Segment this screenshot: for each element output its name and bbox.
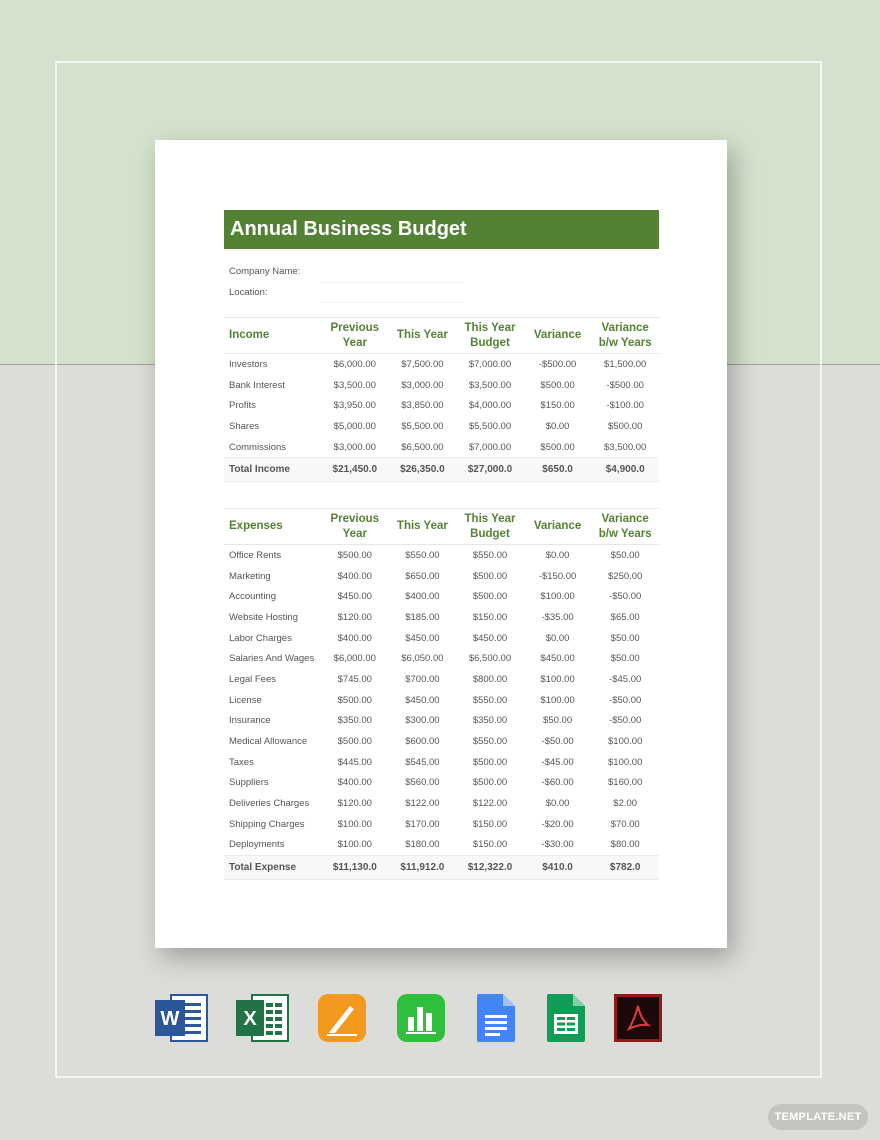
table-cell: $65.00 [610, 611, 640, 623]
table-cell: $550.00 [472, 549, 508, 561]
table-cell: -$50.00 [609, 694, 642, 706]
row-label: Office Rents [229, 549, 282, 561]
table-row [224, 416, 659, 437]
table-cell: -$35.00 [541, 611, 574, 623]
table-cell: $500.00 [337, 736, 372, 748]
table-cell: $50.00 [610, 653, 640, 665]
table-cell: $150.00 [472, 611, 508, 623]
column-header: Previous Year [321, 318, 389, 354]
row-label: Medical Allowance [229, 736, 308, 748]
income-header: Income [224, 318, 321, 354]
income-total-row [224, 458, 659, 482]
table-cell: $500.00 [337, 549, 372, 561]
total-cell: $11,912.0 [389, 856, 457, 880]
row-label: Commissions [229, 441, 287, 453]
table-cell: $400.00 [337, 632, 372, 644]
table-cell: $70.00 [610, 818, 640, 830]
table-cell: $450.00 [405, 694, 440, 706]
company-name-field-line [321, 282, 463, 283]
table-cell: $500.00 [472, 756, 508, 768]
table-cell: -$20.00 [541, 818, 574, 830]
svg-text:W: W [160, 1008, 180, 1030]
column-header: Variance b/w Years [591, 318, 659, 354]
table-cell: $7,000.00 [468, 358, 512, 370]
income-table [224, 317, 659, 482]
table-cell: $150.00 [472, 839, 508, 851]
total-label: Total Expense [224, 856, 321, 880]
table-cell: $100.00 [540, 591, 575, 603]
table-row [224, 711, 659, 732]
row-label: Labor Charges [229, 632, 292, 644]
table-cell: $450.00 [337, 591, 372, 603]
table-row [224, 773, 659, 794]
total-cell: $4,900.0 [591, 458, 659, 482]
company-name-label: Company Name: [229, 266, 301, 277]
table-cell: $500.00 [472, 591, 508, 603]
table-row [224, 395, 659, 416]
budget-document [155, 140, 727, 948]
table-cell: $122.00 [405, 798, 440, 810]
table-cell: $500.00 [472, 777, 508, 789]
numbers-icon[interactable] [396, 993, 448, 1043]
table-cell: $120.00 [337, 798, 372, 810]
table-row [224, 752, 659, 773]
word-icon[interactable] [155, 993, 207, 1043]
google-docs-icon[interactable] [475, 993, 527, 1043]
table-row [224, 648, 659, 669]
table-row [224, 731, 659, 752]
table-cell: $100.00 [337, 818, 372, 830]
table-cell: -$50.00 [541, 736, 574, 748]
table-row [224, 690, 659, 711]
format-icons-row [0, 993, 880, 1045]
table-cell: $150.00 [540, 400, 575, 412]
total-cell: $782.0 [591, 856, 659, 880]
row-label: Suppliers [229, 777, 269, 789]
table-cell: $6,050.00 [401, 653, 444, 665]
expenses-total-row [224, 856, 659, 880]
table-cell: $700.00 [405, 673, 440, 685]
table-cell: $600.00 [405, 736, 440, 748]
table-cell: $650.00 [405, 570, 440, 582]
google-sheets-icon[interactable] [545, 993, 597, 1043]
table-cell: $7,000.00 [468, 441, 512, 453]
table-row [224, 607, 659, 628]
row-label: Insurance [229, 715, 271, 727]
table-cell: $400.00 [337, 570, 372, 582]
table-cell: $170.00 [405, 818, 440, 830]
column-header: This Year Budget [456, 509, 524, 545]
table-row [224, 835, 659, 856]
table-cell: -$50.00 [609, 715, 642, 727]
table-cell: -$45.00 [541, 756, 574, 768]
table-row [224, 354, 659, 375]
document-title: Annual Business Budget [224, 210, 659, 249]
expenses-header: Expenses [224, 509, 321, 545]
table-cell: $5,500.00 [468, 420, 512, 432]
table-cell: $0.00 [545, 798, 570, 810]
table-cell: $4,000.00 [468, 400, 512, 412]
table-cell: $1,500.00 [604, 358, 647, 370]
table-cell: $100.00 [540, 694, 575, 706]
table-cell: $745.00 [337, 673, 372, 685]
table-cell: $3,850.00 [401, 400, 444, 412]
table-cell: $450.00 [540, 653, 575, 665]
table-cell: $400.00 [337, 777, 372, 789]
pages-icon[interactable] [317, 993, 369, 1043]
row-label: Accounting [229, 591, 277, 603]
table-cell: $350.00 [472, 715, 508, 727]
table-cell: $0.00 [545, 632, 570, 644]
table-cell: $185.00 [405, 611, 440, 623]
table-row [224, 586, 659, 607]
column-header: Variance [524, 318, 592, 354]
table-row [224, 437, 659, 458]
table-cell: $50.00 [610, 549, 640, 561]
column-header: Variance b/w Years [591, 509, 659, 545]
table-cell: $6,500.00 [468, 653, 512, 665]
row-label: Legal Fees [229, 673, 277, 685]
table-row [224, 375, 659, 396]
location-label: Location: [229, 287, 268, 298]
table-cell: $3,950.00 [333, 400, 376, 412]
table-cell: $800.00 [472, 673, 508, 685]
row-label: Salaries And Wages [229, 653, 315, 665]
row-label: Shares [229, 420, 260, 432]
column-header: This Year Budget [456, 318, 524, 354]
table-cell: $5,000.00 [333, 420, 376, 432]
table-cell: $3,500.00 [333, 379, 376, 391]
excel-icon[interactable] [236, 993, 288, 1043]
column-header: This Year [389, 318, 457, 354]
total-cell: $26,350.0 [389, 458, 457, 482]
table-cell: -$100.00 [606, 400, 644, 412]
column-header: This Year [389, 509, 457, 545]
row-label: Taxes [229, 756, 254, 768]
table-row [224, 814, 659, 835]
table-cell: $150.00 [472, 818, 508, 830]
table-cell: -$50.00 [609, 591, 642, 603]
location-field-line [321, 302, 463, 303]
table-cell: -$500.00 [606, 379, 644, 391]
total-cell: $650.0 [524, 458, 592, 482]
table-cell: $3,000.00 [401, 379, 444, 391]
table-cell: $300.00 [405, 715, 440, 727]
table-cell: $100.00 [608, 756, 643, 768]
table-cell: $400.00 [405, 591, 440, 603]
row-label: Profits [229, 400, 256, 412]
table-cell: $550.00 [405, 549, 440, 561]
table-cell: $450.00 [472, 632, 508, 644]
table-cell: $560.00 [405, 777, 440, 789]
table-row [224, 793, 659, 814]
row-label: Marketing [229, 570, 271, 582]
template-net-watermark[interactable]: TEMPLATE.NET [768, 1104, 868, 1130]
table-cell: $6,000.00 [333, 653, 376, 665]
row-label: Bank Interest [229, 379, 285, 391]
table-cell: $6,000.00 [333, 358, 376, 370]
table-cell: $450.00 [405, 632, 440, 644]
expenses-header-row [224, 509, 659, 545]
table-cell: $500.00 [472, 570, 508, 582]
table-cell: $500.00 [540, 441, 575, 453]
table-cell: $100.00 [608, 736, 643, 748]
table-cell: $0.00 [545, 420, 570, 432]
table-cell: -$500.00 [538, 358, 577, 370]
table-cell: $3,000.00 [333, 441, 376, 453]
table-cell: $0.00 [545, 549, 570, 561]
income-header-row [224, 318, 659, 354]
row-label: Deliveries Charges [229, 798, 310, 810]
table-cell: $7,500.00 [401, 358, 444, 370]
acrobat-pdf-icon[interactable] [613, 993, 665, 1043]
table-cell: -$60.00 [541, 777, 574, 789]
table-cell: $2.00 [613, 798, 638, 810]
table-cell: -$150.00 [538, 570, 577, 582]
total-cell: $12,322.0 [456, 856, 524, 880]
table-row [224, 628, 659, 649]
table-cell: $180.00 [405, 839, 440, 851]
table-cell: $160.00 [608, 777, 643, 789]
table-cell: $550.00 [472, 736, 508, 748]
table-cell: $3,500.00 [604, 441, 647, 453]
row-label: Deployments [229, 839, 285, 851]
table-cell: $50.00 [610, 632, 640, 644]
row-label: License [229, 694, 262, 706]
table-cell: $3,500.00 [468, 379, 512, 391]
column-header: Previous Year [321, 509, 389, 545]
table-row [224, 566, 659, 587]
table-cell: $120.00 [337, 611, 372, 623]
table-cell: $80.00 [610, 839, 640, 851]
total-cell: $410.0 [524, 856, 592, 880]
table-cell: $445.00 [337, 756, 372, 768]
table-cell: -$45.00 [609, 673, 642, 685]
column-header: Variance [524, 509, 592, 545]
table-cell: -$30.00 [541, 839, 574, 851]
table-cell: $122.00 [472, 798, 508, 810]
table-cell: $6,500.00 [401, 441, 444, 453]
expenses-table [224, 508, 659, 880]
row-label: Website Hosting [229, 611, 298, 623]
table-cell: $250.00 [608, 570, 643, 582]
table-cell: $50.00 [543, 715, 573, 727]
row-label: Shipping Charges [229, 818, 305, 830]
table-cell: $550.00 [472, 694, 508, 706]
total-label: Total Income [224, 458, 321, 482]
table-row [224, 669, 659, 690]
row-label: Investors [229, 358, 268, 370]
table-cell: $500.00 [337, 694, 372, 706]
table-cell: $100.00 [540, 673, 575, 685]
table-cell: $500.00 [608, 420, 643, 432]
table-row [224, 545, 659, 566]
table-cell: $5,500.00 [401, 420, 444, 432]
table-cell: $100.00 [337, 839, 372, 851]
table-cell: $350.00 [337, 715, 372, 727]
svg-text:X: X [243, 1008, 257, 1030]
table-cell: $500.00 [540, 379, 575, 391]
total-cell: $21,450.0 [321, 458, 389, 482]
total-cell: $27,000.0 [456, 458, 524, 482]
total-cell: $11,130.0 [321, 856, 389, 880]
table-cell: $545.00 [405, 756, 440, 768]
